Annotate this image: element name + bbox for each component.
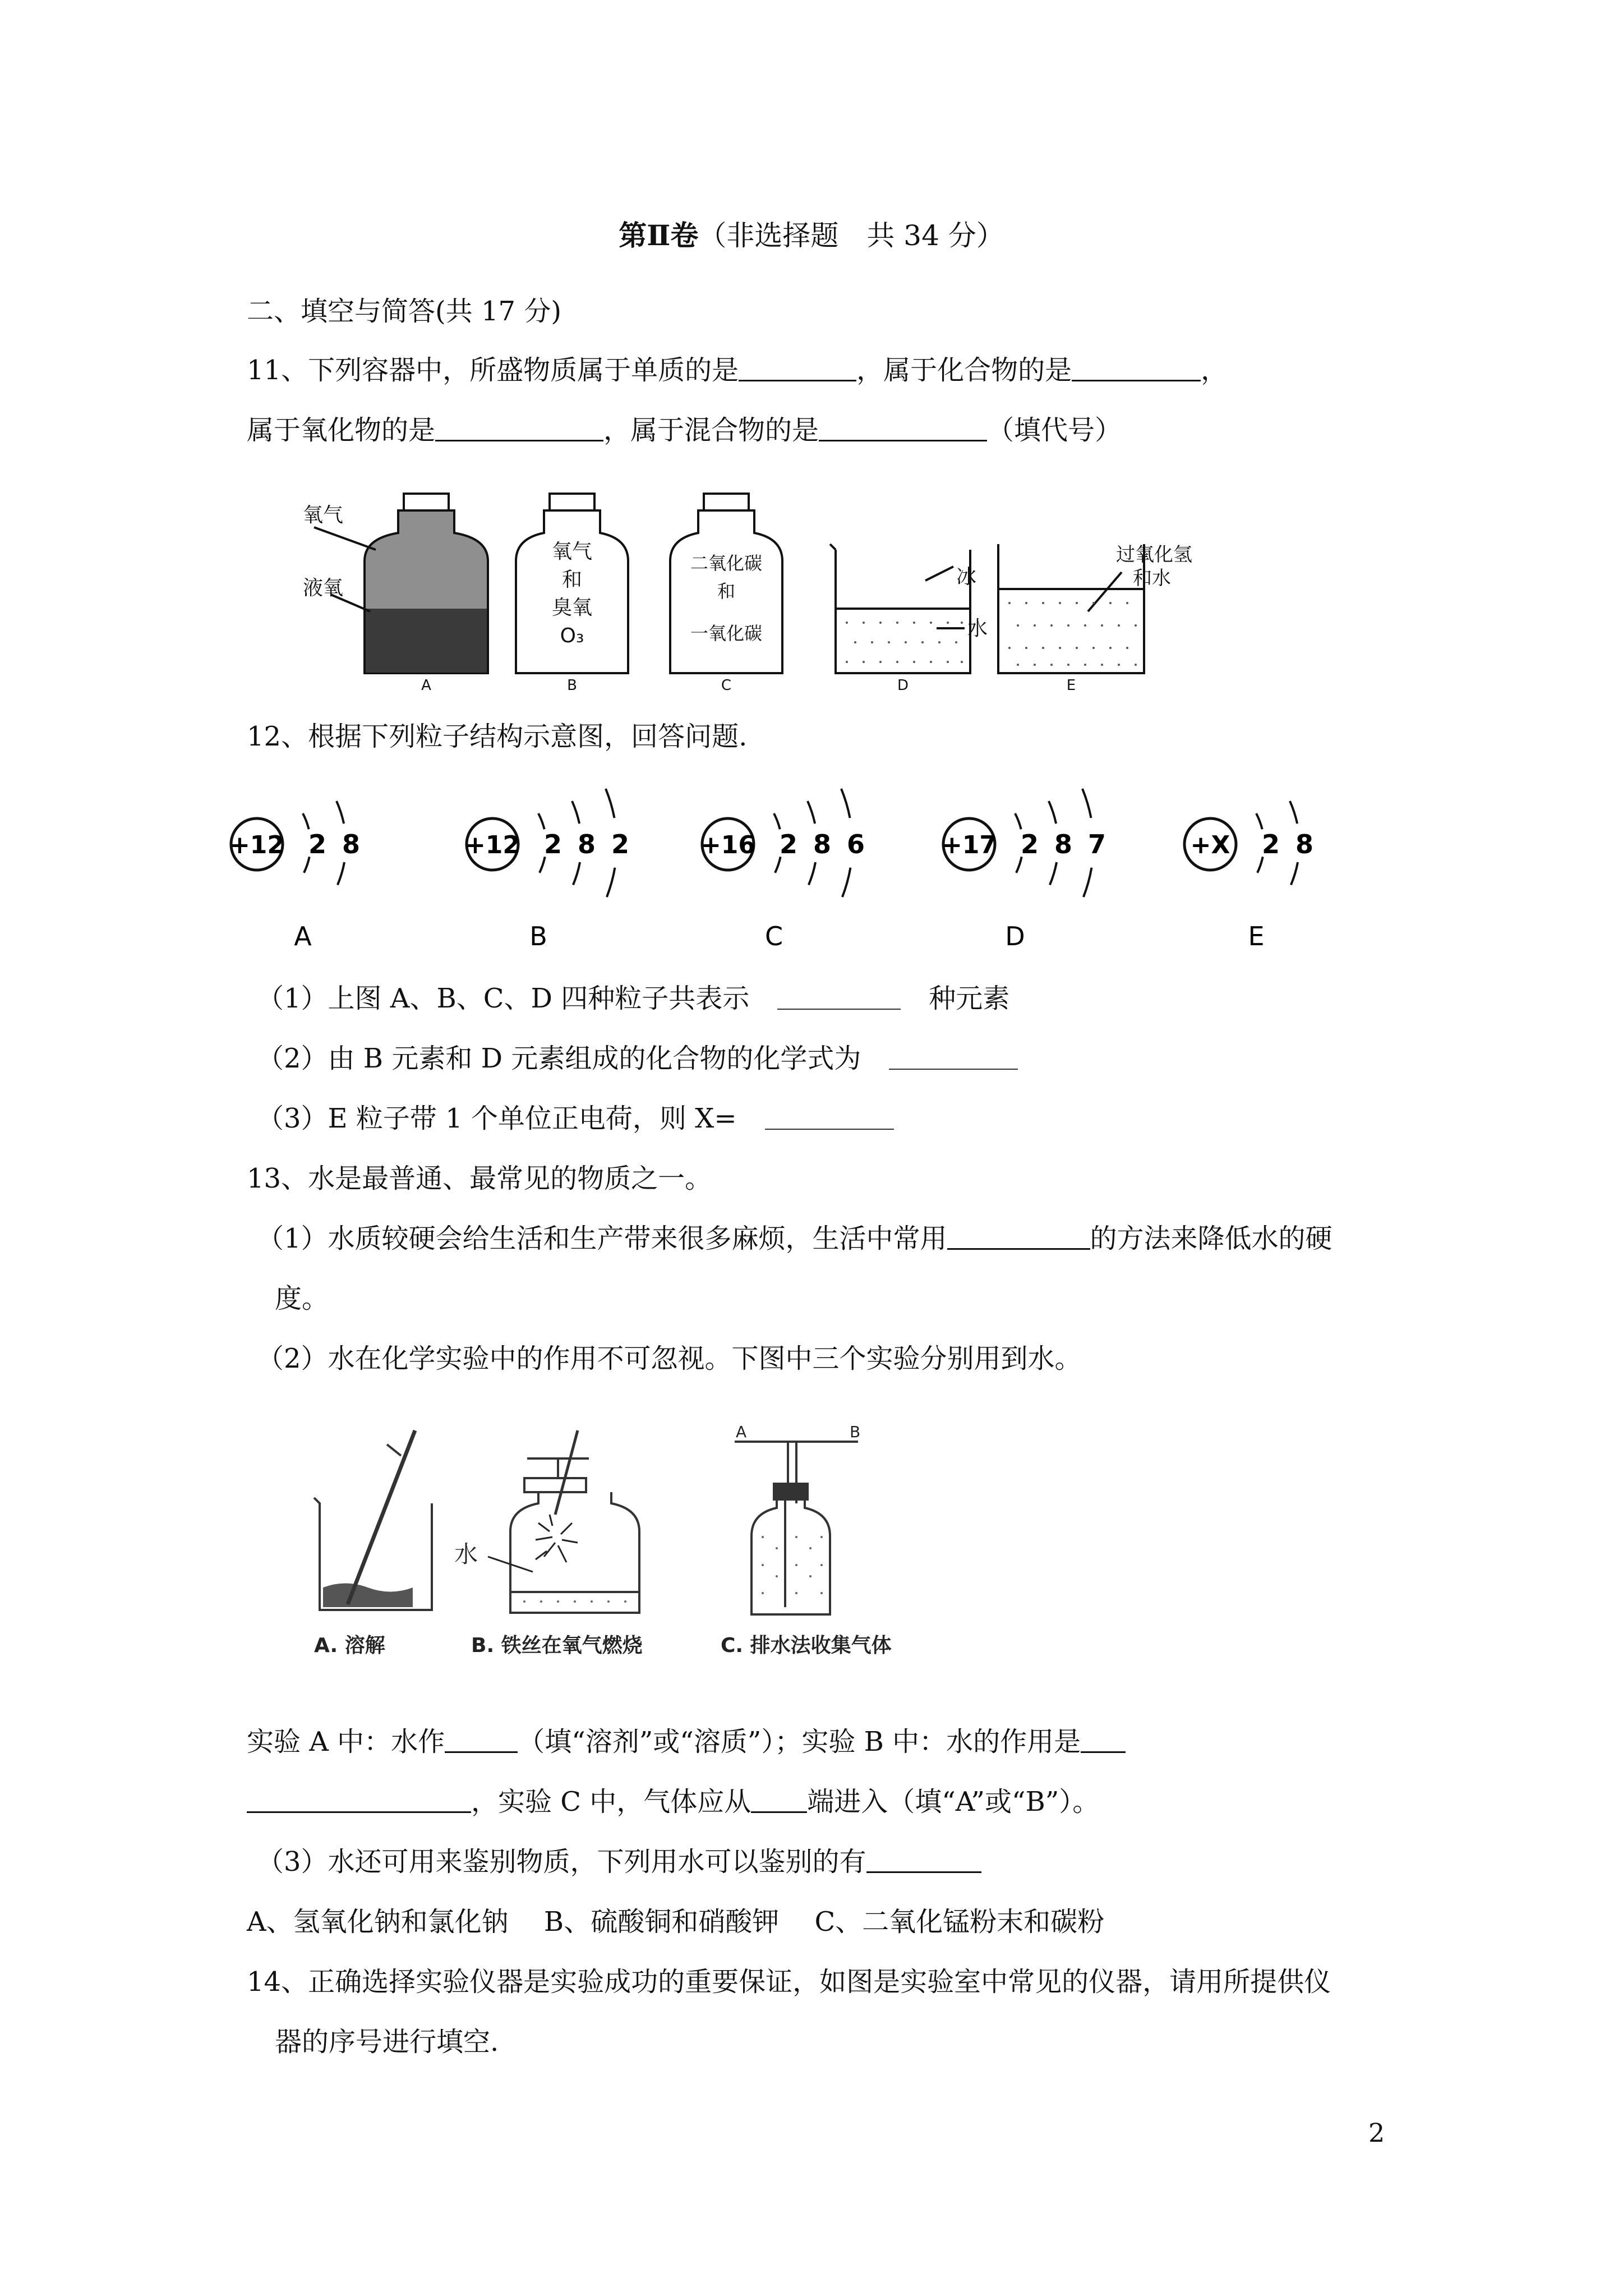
atom-diagram-d	[942, 789, 1106, 951]
electron-count: 7	[1087, 829, 1106, 859]
q11-text-e: ，属于混合物的是	[603, 415, 819, 446]
q13-sub3	[257, 1845, 981, 1879]
electron-count: 2	[1261, 829, 1280, 859]
atom-diagram-c	[700, 789, 865, 951]
label-b-2: 和	[561, 568, 583, 591]
q12-sub1-text-a: （1）上图 A、B、C、D 四种粒子共表示	[257, 983, 750, 1014]
label-c-3: 一氧化碳	[690, 623, 763, 644]
experiment-a-beaker	[314, 1430, 432, 1610]
q13-blank-identify[interactable]	[866, 1847, 981, 1873]
label-e-2: 和水	[1133, 567, 1171, 590]
container-label-c: C	[721, 677, 732, 694]
label-b-3: 臭氧	[551, 596, 593, 619]
q12-blank-1[interactable]	[777, 984, 901, 1010]
electron-count: 8	[577, 829, 596, 859]
beaker-d	[830, 544, 970, 673]
q12-sub1	[257, 982, 1009, 1015]
q13-exp-text-a: 实验 A 中：水作	[247, 1726, 445, 1757]
q13-exp-text-c: ，实验 C 中，气体应从	[471, 1786, 751, 1818]
q12-sub1-text-b: 种元素	[929, 983, 1010, 1014]
q12-sub2	[257, 1042, 1018, 1075]
q13-exp-text-d: 端进入（填“A”或“B”）。	[807, 1786, 1100, 1818]
q13-sub1-text-a: （1）水质较硬会给生活和生产带来很多麻烦，生活中常用	[257, 1223, 947, 1254]
fire-sparks	[536, 1515, 578, 1562]
caption-a: A. 溶解	[314, 1634, 385, 1657]
label-c-1: 二氧化碳	[690, 553, 763, 574]
q11-blank-oxide[interactable]	[435, 415, 603, 441]
q11-text-f: （填代号）	[987, 415, 1122, 446]
atom-label: A	[294, 921, 312, 951]
q11-text-c: ，	[1201, 355, 1228, 386]
caption-c: C. 排水法收集气体	[721, 1634, 892, 1657]
label-e-1: 过氧化氢	[1116, 544, 1192, 566]
q13-sub3-text: （3）水还可用来鉴别物质，下列用水可以鉴别的有	[257, 1846, 866, 1878]
q11-blank-element[interactable]	[739, 355, 856, 381]
part-title-rest: （非选择题 共 34 分）	[698, 219, 1004, 252]
part-title	[0, 219, 1623, 252]
atom-diagram-a	[229, 801, 360, 951]
q13-blank-solvent[interactable]	[445, 1727, 518, 1753]
label-a-oxygen: 氧气	[303, 504, 344, 527]
q12-sub3	[257, 1102, 894, 1135]
page-number: 2	[1368, 2118, 1385, 2148]
container-label-b: B	[567, 677, 577, 694]
container-label-d: D	[897, 677, 909, 694]
q13-sub1-line1	[257, 1222, 1332, 1255]
q11-blank-mixture[interactable]	[819, 415, 987, 441]
q11-line1	[247, 353, 1228, 387]
water-dots-e	[1008, 602, 1137, 666]
q12-stem: 12、根据下列粒子结构示意图，回答问题.	[247, 721, 748, 752]
q13-blank-port[interactable]	[751, 1787, 807, 1813]
q12-sub2-text: （2）由 B 元素和 D 元素组成的化合物的化学式为	[257, 1043, 861, 1074]
q13-blank-role[interactable]	[247, 1787, 471, 1813]
atom-label: D	[1005, 921, 1025, 951]
electron-count: 2	[543, 829, 562, 859]
q13-options: A、氢氧化钠和氯化钠 B、硫酸铜和硝酸钾 C、二氧化锰粉末和碳粉	[247, 1906, 1105, 1938]
nucleus-charge: +12	[464, 831, 520, 859]
q11-text-d: 属于氧化物的是	[247, 415, 436, 446]
q13-sub1-line2: 度。	[275, 1283, 329, 1314]
label-d-water: 水	[967, 617, 988, 640]
part-title-bold: 第Ⅱ卷	[619, 219, 699, 252]
atom-label: E	[1248, 921, 1265, 951]
label-water: 水	[454, 1540, 478, 1568]
q13-stem: 13、水是最普通、最常见的物质之一。	[247, 1163, 712, 1194]
q12-sub3-text: （3）E 粒子带 1 个单位正电荷，则 X=	[257, 1103, 737, 1134]
containers-figure	[292, 488, 1402, 696]
q11-line2	[247, 413, 1122, 447]
label-c-2: 和	[717, 581, 736, 602]
electron-count: 6	[846, 829, 865, 859]
q13-exp-line1	[247, 1725, 1126, 1759]
atom-label: C	[764, 921, 783, 951]
nucleus-charge: +12	[229, 831, 285, 859]
q13-blank-softening[interactable]	[947, 1223, 1090, 1250]
experiment-c-bottle	[735, 1442, 858, 1614]
electron-count: 8	[1054, 829, 1073, 859]
label-b-4: O₃	[560, 624, 584, 647]
experiment-b-bottle	[510, 1430, 639, 1613]
q11-text-a: 11、下列容器中，所盛物质属于单质的是	[247, 355, 739, 386]
electron-count: 8	[813, 829, 832, 859]
atom-diagrams	[229, 789, 1313, 951]
container-label-e: E	[1066, 677, 1076, 694]
atom-label: B	[529, 921, 547, 951]
electron-count: 8	[342, 829, 361, 859]
q12-blank-3[interactable]	[765, 1104, 894, 1130]
section-heading: 二、填空与简答(共 17 分)	[247, 296, 562, 327]
q14-line1: 14、正确选择实验仪器是实验成功的重要保证，如图是实验室中常见的仪器，请用所提供仪	[247, 1966, 1331, 1998]
q13-exp-line2	[247, 1785, 1099, 1819]
nucleus-charge: +X	[1190, 831, 1230, 859]
atom-diagram-e	[1184, 801, 1313, 951]
port-b-label: B	[850, 1425, 861, 1441]
caption-b: B. 铁丝在氧气燃烧	[471, 1634, 643, 1657]
port-a-label: A	[736, 1425, 747, 1441]
q13-sub1-text-b: 的方法来降低水的硬	[1090, 1223, 1332, 1254]
nucleus-charge: +16	[700, 831, 756, 859]
electron-count: 2	[1020, 829, 1039, 859]
electron-count: 2	[308, 829, 327, 859]
nucleus-charge: +17	[941, 831, 997, 859]
q13-sub2: （2）水在化学实验中的作用不可忽视。下图中三个实验分别用到水。	[257, 1343, 1082, 1374]
q11-blank-compound[interactable]	[1072, 355, 1201, 381]
water-experiments-figure	[303, 1425, 965, 1660]
q14-line2: 器的序号进行填空.	[275, 2026, 499, 2058]
q13-exp-text-b: （填“溶剂”或“溶质”）；实验 B 中：水的作用是	[518, 1726, 1081, 1757]
electron-count: 8	[1295, 829, 1314, 859]
label-a-liquid-oxygen: 液氧	[303, 577, 344, 600]
label-d-ice: 冰	[956, 565, 977, 588]
electron-count: 2	[779, 829, 798, 859]
atom-diagram-b	[465, 789, 629, 951]
container-label-a: A	[421, 677, 431, 694]
label-b-1: 氧气	[551, 540, 593, 563]
q13-blank-role-start[interactable]	[1081, 1727, 1126, 1753]
q12-blank-2[interactable]	[889, 1044, 1018, 1070]
electron-count: 2	[611, 829, 630, 859]
atom-structure-figure	[219, 766, 1374, 968]
q11-text-b: ，属于化合物的是	[856, 355, 1072, 386]
